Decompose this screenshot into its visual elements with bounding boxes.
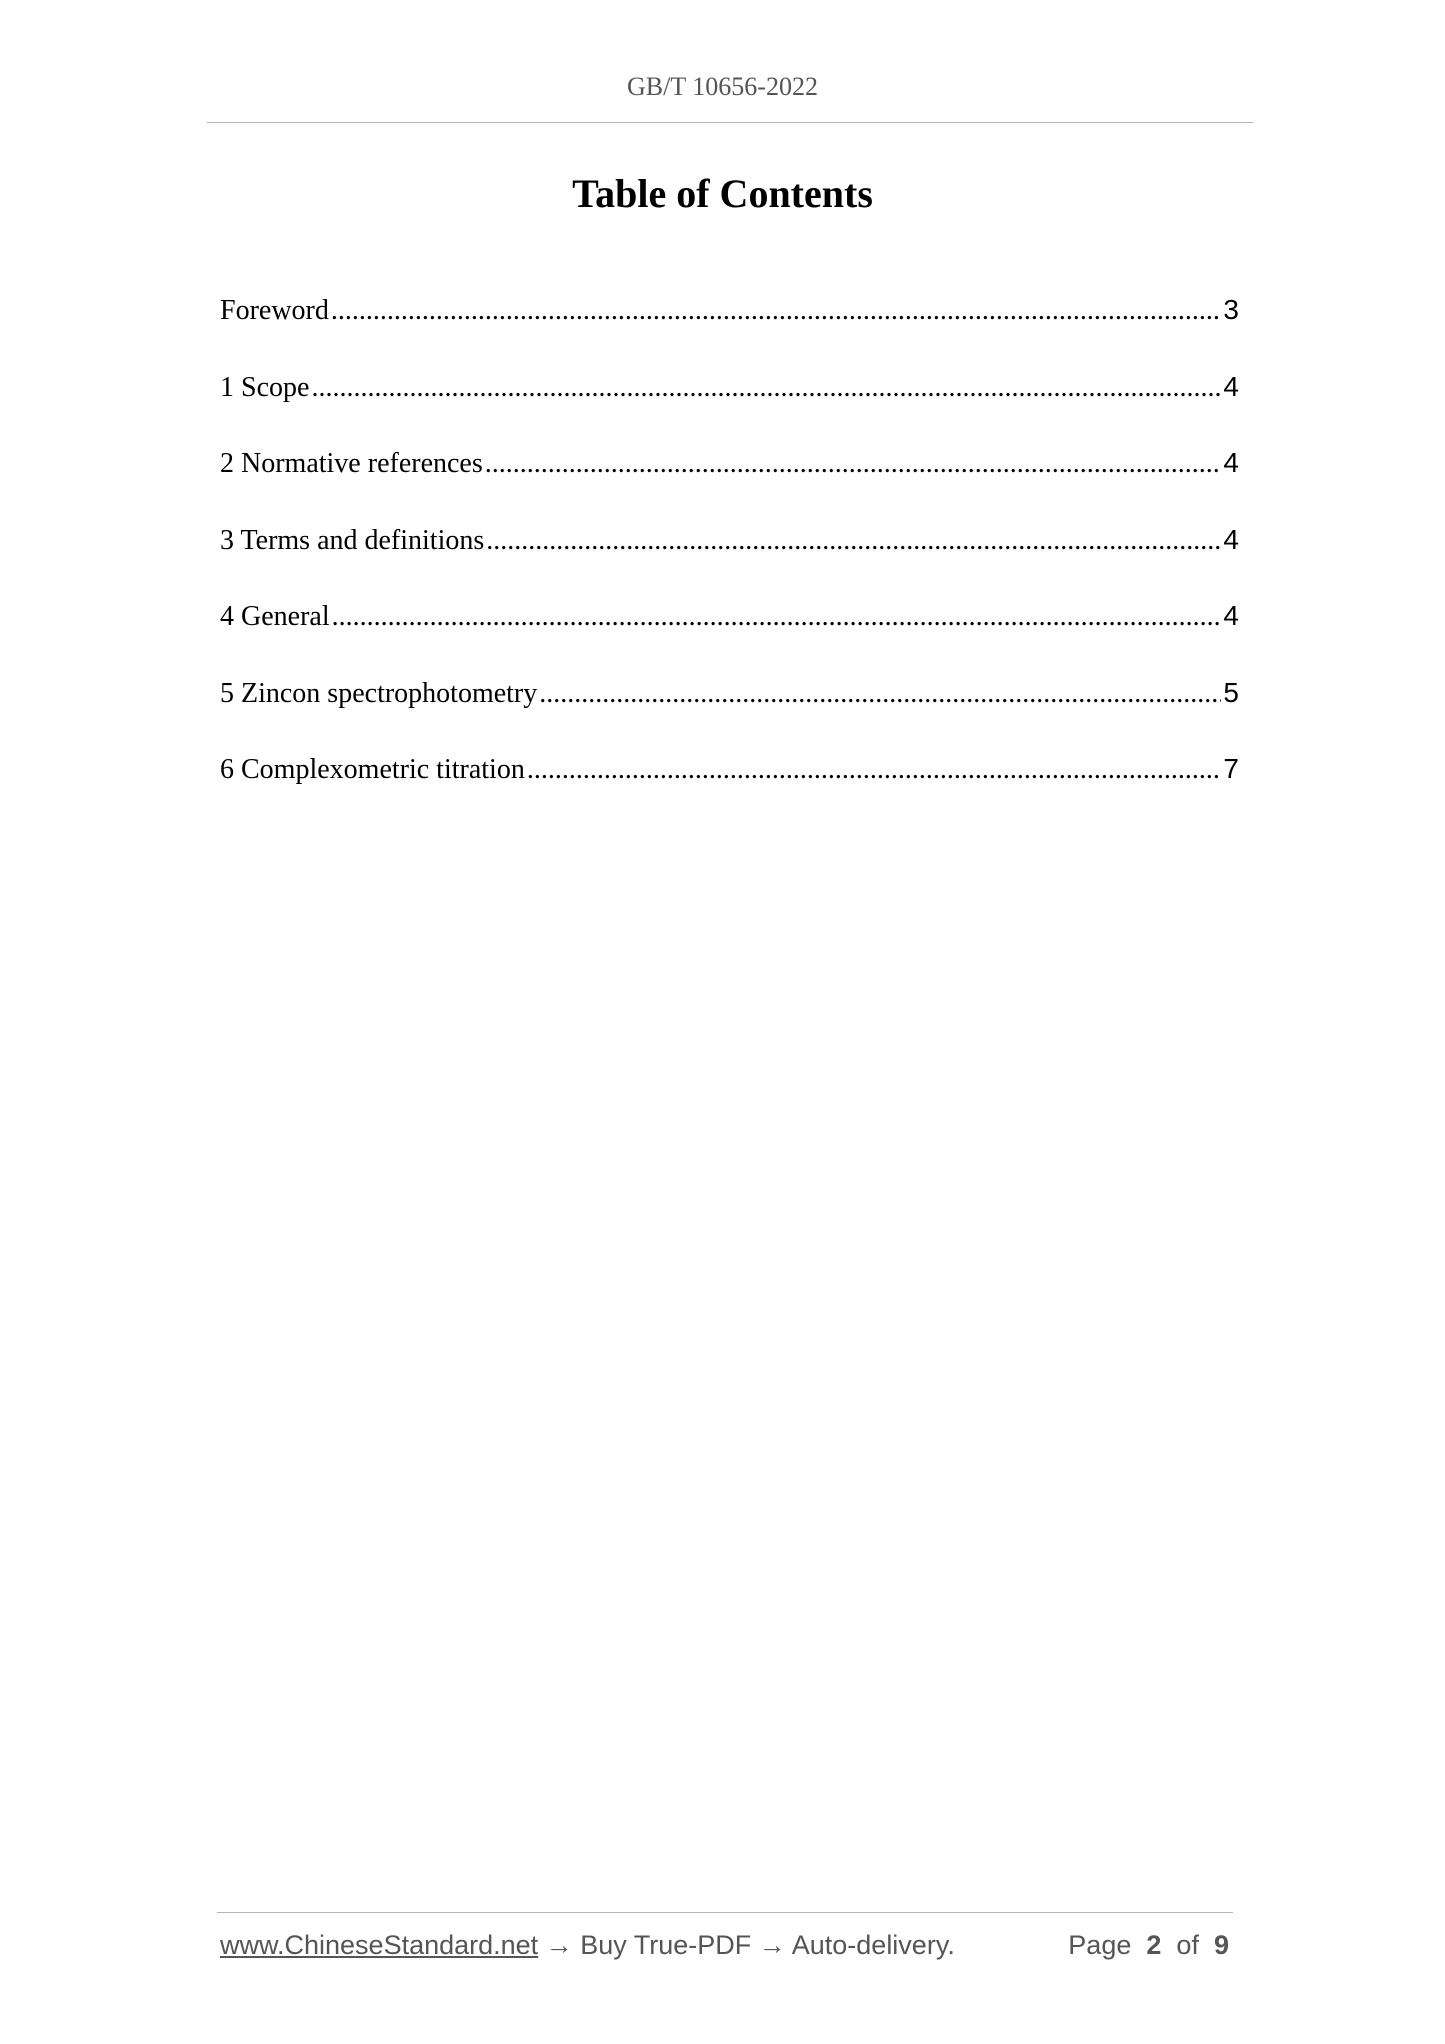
toc-dot-leader (486, 521, 1221, 561)
website-link[interactable]: www.ChineseStandard.net (220, 1930, 539, 1960)
toc-dot-leader (527, 750, 1222, 790)
toc-dot-leader (311, 368, 1221, 408)
toc-entry-page: 4 (1223, 600, 1239, 631)
toc-entry-complexometric-titration[interactable] (220, 749, 1239, 826)
document-code: GB/T 10656-2022 (627, 72, 818, 101)
toc-entry-scope[interactable] (220, 367, 1239, 444)
page-word: Page (1068, 1930, 1132, 1960)
footer-divider (217, 1912, 1233, 1913)
page-current: 2 (1146, 1930, 1162, 1960)
toc-dot-leader (539, 674, 1221, 714)
page-number (1068, 1930, 1229, 1961)
toc-entry-label: 2 Normative references (220, 448, 483, 479)
toc-list (220, 290, 1239, 826)
toc-entry-zincon-spectrophotometry[interactable] (220, 673, 1239, 750)
toc-entry-terms-and-definitions[interactable] (220, 520, 1239, 597)
toc-title: Table of Contents (572, 171, 873, 216)
toc-entry-label: 4 General (220, 601, 330, 632)
footer-promo (220, 1930, 955, 1961)
toc-entry-general[interactable] (220, 596, 1239, 673)
toc-entry-label: 1 Scope (220, 371, 310, 403)
toc-entry-label: 3 Terms and definitions (220, 524, 485, 556)
toc-entry-page: 5 (1223, 676, 1239, 708)
toc-entry-label: 5 Zincon spectrophotometry (220, 677, 538, 709)
toc-dot-leader (485, 444, 1222, 484)
toc-entry-label: 6 Complexometric titration (220, 754, 525, 785)
header-divider (207, 122, 1253, 123)
toc-entry-foreword[interactable] (220, 290, 1239, 367)
toc-entry-page: 4 (1223, 447, 1239, 478)
page-total: 9 (1213, 1930, 1229, 1960)
toc-dot-leader (332, 597, 1222, 637)
toc-entry-label: Foreword (220, 295, 329, 326)
toc-dot-leader (331, 291, 1222, 331)
of-word: of (1176, 1930, 1199, 1960)
footer-promo-text: → Buy True-PDF → Auto-delivery. (538, 1930, 955, 1960)
toc-entry-page: 4 (1223, 523, 1239, 555)
toc-entry-page: 7 (1223, 753, 1239, 784)
toc-entry-normative-references[interactable] (220, 443, 1239, 520)
toc-entry-page: 3 (1223, 294, 1239, 325)
toc-entry-page: 4 (1223, 370, 1239, 402)
